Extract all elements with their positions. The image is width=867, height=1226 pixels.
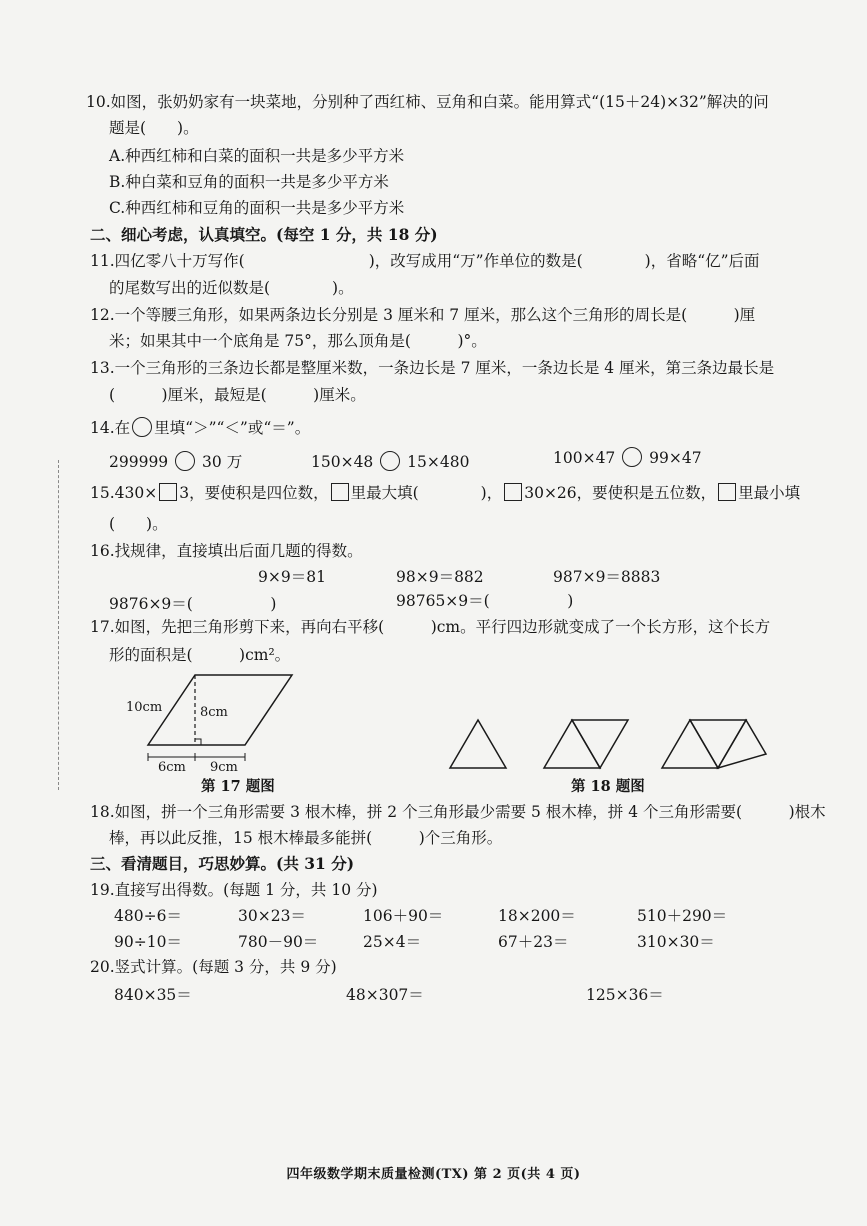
q18-line1: 18.如图，拼一个三角形需要 3 根木棒，拼 2 个三角形最少需要 5 根木棒，拼 4 个三角形需要( )根木 bbox=[90, 803, 826, 821]
binding-margin-line bbox=[58, 460, 59, 790]
q12-line1: 12.一个等腰三角形，如果两条边长分别是 3 厘米和 7 厘米，那么这个三角形的周长是( )厘 bbox=[90, 306, 756, 324]
q15-part2: 3，要使积是四位数， bbox=[179, 484, 329, 502]
q15-part5: 里最小填 bbox=[738, 484, 801, 502]
q15-line2: ( )。 bbox=[109, 515, 168, 533]
q17-line1: 17.如图，先把三角形剪下来，再向右平移( )cm。平行四边形就变成了一个长方形，这个长方 bbox=[90, 618, 771, 636]
q20-title: 20.竖式计算。(每题 3 分，共 9 分) bbox=[90, 958, 337, 976]
triangle-4c bbox=[718, 720, 766, 768]
q14-c2-right: 15×480 bbox=[407, 453, 470, 471]
q15-line1 bbox=[90, 483, 800, 503]
circle-blank-icon bbox=[132, 417, 152, 437]
q13-line2: ( )厘米，最短是( )厘米。 bbox=[109, 386, 366, 404]
figure-17-parallelogram bbox=[120, 665, 320, 779]
q10-option-a: A.种西红柿和白菜的面积一共是多少平方米 bbox=[109, 147, 405, 165]
figure-17-caption: 第 17 题图 bbox=[201, 778, 275, 795]
q15-part1: 15.430× bbox=[90, 484, 158, 502]
q16-blank-2: 98765×9＝( ) bbox=[396, 592, 574, 610]
triangle-4a bbox=[662, 720, 718, 768]
segment-2-label: 9cm bbox=[210, 760, 238, 775]
q14-compare-1 bbox=[109, 451, 242, 472]
q18-line2: 棒，再以此反推，15 根木棒最多能拼( )个三角形。 bbox=[109, 829, 503, 847]
q16-blank-1: 9876×9＝( ) bbox=[109, 595, 277, 613]
square-blank-icon[interactable] bbox=[331, 483, 349, 501]
q19-item: 67＋23＝ bbox=[498, 933, 569, 951]
q19-item: 25×4＝ bbox=[363, 933, 422, 951]
triangle-2a bbox=[544, 720, 600, 768]
right-angle-mark bbox=[195, 739, 201, 745]
q16-example-3: 987×9＝8883 bbox=[553, 568, 661, 586]
triangle-1 bbox=[450, 720, 506, 768]
q12-line2: 米；如果其中一个底角是 75°，那么顶角是( )°。 bbox=[109, 332, 487, 350]
page-footer: 四年级数学期末质量检测(TX) 第 2 页(共 4 页) bbox=[286, 1167, 581, 1182]
q16-example-1: 9×9＝81 bbox=[258, 568, 326, 586]
q20-item: 48×307＝ bbox=[346, 986, 424, 1004]
q14-compare-2 bbox=[311, 451, 469, 472]
square-blank-icon[interactable] bbox=[504, 483, 522, 501]
q16-example-2: 98×9＝882 bbox=[396, 568, 484, 586]
figure-18-triangles bbox=[440, 710, 770, 776]
q14-c1-right: 30 万 bbox=[202, 453, 243, 471]
q19-item: 480÷6＝ bbox=[114, 907, 182, 925]
square-blank-icon[interactable] bbox=[718, 483, 736, 501]
triangle-4b bbox=[690, 720, 746, 768]
q10-line1: 10.如图，张奶奶家有一块菜地，分别种了西红柿、豆角和白菜。能用算式“(15＋24)×32”解决的问 bbox=[86, 93, 769, 111]
q11-line2: 的尾数写出的近似数是( )。 bbox=[109, 279, 354, 297]
section-2-heading: 二、细心考虑，认真填空。(每空 1 分，共 18 分) bbox=[90, 225, 438, 244]
q14-c1-left: 299999 bbox=[109, 453, 169, 471]
q14-c3-left: 100×47 bbox=[553, 449, 616, 467]
q17-line2: 形的面积是( )cm²。 bbox=[109, 646, 291, 664]
q15-part3: 里最大填( )， bbox=[350, 484, 503, 502]
q14-c2-left: 150×48 bbox=[311, 453, 374, 471]
q19-item: 106＋90＝ bbox=[363, 907, 444, 925]
q14-pre: 14.在 bbox=[90, 419, 131, 437]
q13-line1: 13.一个三角形的三条边长都是整厘米数，一条边长是 7 厘米，一条边长是 4 厘米，第三条边最长是 bbox=[90, 359, 775, 377]
q19-item: 310×30＝ bbox=[637, 933, 715, 951]
segment-1-label: 6cm bbox=[158, 760, 186, 775]
q11-line1: 11.四亿零八十万写作( )，改写成用“万”作单位的数是( )，省略“亿”后面 bbox=[90, 252, 760, 270]
q10-option-b: B.种白菜和豆角的面积一共是多少平方米 bbox=[109, 173, 389, 191]
q19-title: 19.直接写出得数。(每题 1 分，共 10 分) bbox=[90, 881, 378, 899]
compare-circle-icon[interactable] bbox=[622, 447, 642, 467]
side-length-label: 10cm bbox=[126, 700, 163, 715]
q14-compare-3 bbox=[553, 447, 702, 468]
compare-circle-icon[interactable] bbox=[175, 451, 195, 471]
triangle-2b bbox=[572, 720, 628, 768]
q19-item: 30×23＝ bbox=[238, 907, 306, 925]
q10-option-c: C.种西红柿和豆角的面积一共是多少平方米 bbox=[109, 199, 405, 217]
q20-item: 840×35＝ bbox=[114, 986, 192, 1004]
section-3-heading: 三、看清题目，巧思妙算。(共 31 分) bbox=[90, 854, 355, 873]
q10-line2: 题是( )。 bbox=[109, 119, 199, 137]
q14-c3-right: 99×47 bbox=[649, 449, 702, 467]
q14-post: 里填“＞”“＜”或“＝”。 bbox=[154, 419, 311, 437]
q19-item: 510＋290＝ bbox=[637, 907, 728, 925]
height-label: 8cm bbox=[200, 705, 228, 720]
q16-title: 16.找规律，直接填出后面几题的得数。 bbox=[90, 542, 363, 560]
q20-item: 125×36＝ bbox=[586, 986, 664, 1004]
q14-instruction bbox=[90, 417, 310, 438]
q19-item: 18×200＝ bbox=[498, 907, 576, 925]
q19-item: 780－90＝ bbox=[238, 933, 319, 951]
square-blank-icon[interactable] bbox=[159, 483, 177, 501]
figure-18-caption: 第 18 题图 bbox=[571, 778, 645, 795]
q15-part4: 30×26，要使积是五位数， bbox=[524, 484, 717, 502]
q19-item: 90÷10＝ bbox=[114, 933, 182, 951]
compare-circle-icon[interactable] bbox=[380, 451, 400, 471]
